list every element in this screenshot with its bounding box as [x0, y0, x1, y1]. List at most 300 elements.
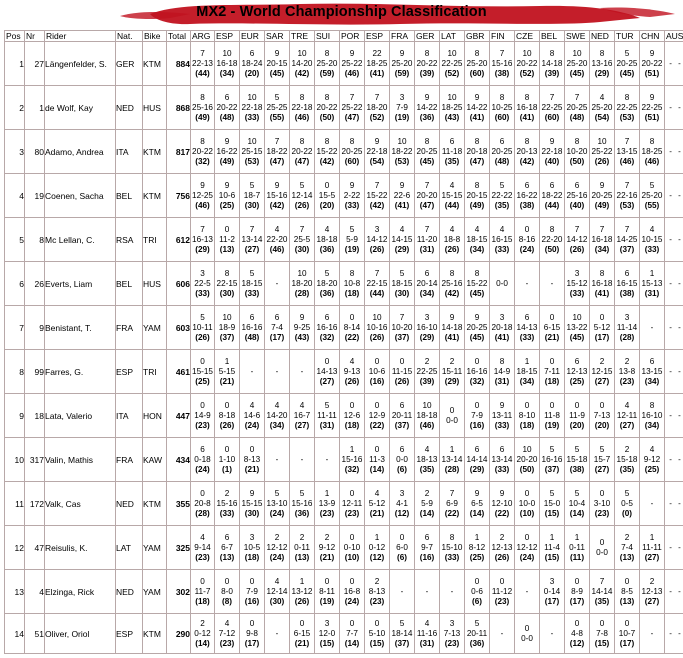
- race-positions: 18-18: [416, 410, 438, 420]
- table-row: [5, 482, 683, 526]
- round-points: 7: [274, 136, 280, 146]
- race-positions: 14-22: [466, 102, 488, 112]
- round-result-cell: [315, 86, 340, 130]
- round-points: 9: [349, 180, 355, 190]
- race-positions: 0-0: [396, 454, 408, 464]
- round-result-cell: [290, 218, 315, 262]
- race-positions: 22-25: [416, 366, 438, 376]
- round-result-cell: [415, 42, 440, 86]
- race-positions: 12-14: [266, 586, 288, 596]
- round-result-cell: [290, 438, 315, 482]
- race-positions: 20-15: [466, 190, 488, 200]
- number-cell: 9: [25, 306, 45, 350]
- round-total: (21): [319, 552, 335, 562]
- race-positions: 22-25: [441, 58, 463, 68]
- round-result-cell: [265, 86, 290, 130]
- nationality-cell: BEL: [116, 262, 143, 306]
- race-positions: 18-22: [391, 146, 413, 156]
- round-total: (25): [644, 464, 660, 474]
- round-result-cell: [615, 42, 640, 86]
- round-points: 8: [649, 400, 655, 410]
- round-result-cell: [440, 174, 465, 218]
- round-total: (29): [419, 332, 435, 342]
- round-total: (6): [396, 552, 407, 562]
- round-result-cell: [515, 42, 540, 86]
- round-total: (15): [369, 638, 385, 648]
- race-positions: 15-18: [616, 454, 638, 464]
- round-result-cell: [191, 42, 215, 86]
- round-points: 6: [574, 356, 580, 366]
- round-total: (33): [244, 288, 260, 298]
- round-result-cell: [515, 394, 540, 438]
- round-result-cell: [340, 130, 365, 174]
- round-points: 8: [299, 92, 305, 102]
- round-total: (47): [469, 156, 485, 166]
- round-points: 0: [349, 312, 355, 322]
- round-points: 7: [549, 92, 555, 102]
- round-result-cell: [640, 86, 665, 130]
- round-points: 0: [624, 576, 630, 586]
- round-points: 9: [399, 48, 405, 58]
- nationality-cell: FRA: [116, 438, 143, 482]
- race-positions: 6-15: [293, 628, 311, 638]
- round-result-cell: [215, 262, 240, 306]
- round-points: 2: [374, 576, 380, 586]
- round-points: 9: [274, 180, 280, 190]
- column-header: GER: [415, 31, 440, 42]
- round-total: (1): [221, 464, 232, 474]
- round-points: 0: [599, 488, 605, 498]
- round-points: 0: [324, 356, 330, 366]
- round-result-cell: [365, 438, 390, 482]
- round-total: (32): [195, 156, 210, 166]
- round-result-cell: [590, 174, 615, 218]
- round-result-cell: [590, 482, 615, 526]
- round-total: (38): [519, 200, 535, 210]
- race-positions: 20-25: [566, 102, 588, 112]
- round-total: (22): [344, 332, 360, 342]
- empty-result: - -: [669, 58, 683, 68]
- round-points: 0: [524, 488, 530, 498]
- round-points: 3: [399, 488, 405, 498]
- round-result-cell: [340, 482, 365, 526]
- race-positions: 0-0: [496, 278, 508, 288]
- round-total: (48): [494, 156, 510, 166]
- race-positions: 4-8: [571, 628, 583, 638]
- race-positions: 7-13: [593, 410, 611, 420]
- race-positions: 13-8: [618, 366, 636, 376]
- round-result-cell: [240, 350, 265, 394]
- round-points: 5: [274, 92, 280, 102]
- round-total: (33): [519, 332, 535, 342]
- round-result-cell: [290, 570, 315, 614]
- round-result-cell: [590, 614, 615, 654]
- round-total: (30): [294, 244, 310, 254]
- round-points: 9: [499, 400, 505, 410]
- round-points: 9: [200, 180, 205, 190]
- round-result-cell: [191, 526, 215, 570]
- race-positions: 9-13: [343, 366, 361, 376]
- empty-result: - -: [669, 322, 683, 332]
- round-total: (55): [269, 112, 285, 122]
- round-points: 7: [624, 136, 630, 146]
- round-result-cell: [515, 614, 540, 654]
- round-result-cell: [340, 614, 365, 654]
- race-positions: 14-13: [316, 366, 338, 376]
- round-points: 4: [449, 224, 455, 234]
- round-points: 5: [599, 444, 605, 454]
- round-points: 10: [522, 48, 532, 58]
- round-points: 7: [574, 224, 580, 234]
- round-points: 6: [424, 268, 430, 278]
- race-positions: 5-9: [346, 234, 358, 244]
- round-total: (25): [195, 376, 210, 386]
- round-result-cell: [465, 570, 490, 614]
- round-result-cell: [465, 130, 490, 174]
- round-total: (32): [319, 332, 335, 342]
- round-result-cell: [315, 218, 340, 262]
- race-positions: 18-15: [516, 366, 538, 376]
- round-total: (30): [219, 288, 235, 298]
- round-total: (49): [469, 200, 485, 210]
- round-result-cell: [415, 306, 440, 350]
- round-points: 3: [549, 576, 555, 586]
- round-result-cell: [290, 614, 315, 654]
- race-positions: 20-25: [466, 322, 488, 332]
- round-result-cell: [240, 526, 265, 570]
- round-total: (26): [195, 332, 210, 342]
- round-points: 8: [474, 180, 480, 190]
- nationality-cell: LAT: [116, 526, 143, 570]
- round-result-cell: [240, 174, 265, 218]
- round-total: (14): [344, 638, 360, 648]
- round-points: 10: [447, 92, 457, 102]
- round-total: (46): [294, 112, 310, 122]
- round-result-cell: [615, 86, 640, 130]
- round-points: 10: [297, 48, 307, 58]
- round-points: 0: [249, 576, 255, 586]
- round-result-cell: [665, 306, 683, 350]
- round-total: (24): [519, 552, 535, 562]
- round-result-cell: [315, 394, 340, 438]
- round-points: 8: [474, 136, 480, 146]
- round-total: (50): [569, 156, 585, 166]
- round-points: 9: [424, 92, 430, 102]
- round-result-cell: [590, 306, 615, 350]
- rider-name-cell: Coenen, Sacha: [45, 174, 116, 218]
- round-result-cell: [415, 174, 440, 218]
- round-total: (16): [469, 420, 485, 430]
- number-cell: 19: [25, 174, 45, 218]
- race-positions: 13-14: [491, 454, 513, 464]
- round-points: 1: [524, 356, 530, 366]
- round-total: (14): [195, 638, 210, 648]
- round-total: (16): [419, 552, 435, 562]
- round-points: 0: [449, 405, 455, 415]
- race-positions: 15-10: [441, 542, 463, 552]
- table-row: [5, 570, 683, 614]
- round-total: (21): [369, 508, 385, 518]
- round-points: 0: [549, 356, 555, 366]
- empty-result: - -: [669, 586, 683, 596]
- round-result-cell: [590, 42, 615, 86]
- total-points-cell: 868: [167, 86, 191, 130]
- race-positions: 22-16: [616, 190, 638, 200]
- round-total: (44): [369, 288, 385, 298]
- race-positions: 14-9: [194, 410, 211, 420]
- round-result-cell: [615, 438, 640, 482]
- round-points: 10: [297, 268, 307, 278]
- round-total: (52): [369, 112, 385, 122]
- round-points: 10: [572, 48, 582, 58]
- round-total: (12): [394, 508, 410, 518]
- race-positions: 20-25: [416, 146, 438, 156]
- round-points: 5: [274, 488, 280, 498]
- round-points: 6: [649, 356, 655, 366]
- column-header: POR: [340, 31, 365, 42]
- round-points: 2: [624, 356, 630, 366]
- round-total: (43): [444, 112, 460, 122]
- round-points: 9: [224, 180, 230, 190]
- round-result-cell: [440, 262, 465, 306]
- round-total: (33): [569, 288, 585, 298]
- round-result-cell: [440, 526, 465, 570]
- round-total: (60): [544, 112, 560, 122]
- round-result-cell: [290, 394, 315, 438]
- race-positions: 4-1: [396, 498, 408, 508]
- race-positions: 7-8: [596, 628, 608, 638]
- round-points: 0: [524, 224, 530, 234]
- round-total: (26): [219, 420, 235, 430]
- race-positions: -: [525, 278, 529, 288]
- classification-table: [4, 30, 683, 654]
- round-total: (30): [269, 596, 285, 606]
- nationality-cell: ESP: [116, 350, 143, 394]
- round-result-cell: [415, 86, 440, 130]
- round-total: (18): [195, 596, 210, 606]
- total-points-cell: 884: [167, 42, 191, 86]
- race-positions: 25-16: [192, 102, 213, 112]
- race-positions: 16-18: [216, 58, 238, 68]
- round-result-cell: [215, 218, 240, 262]
- round-total: (35): [444, 156, 460, 166]
- round-result-cell: [365, 526, 390, 570]
- table-row: [5, 42, 683, 86]
- race-positions: 8-9: [571, 586, 583, 596]
- round-points: 1: [649, 532, 655, 542]
- round-result-cell: [590, 86, 615, 130]
- column-header: Nat.: [116, 31, 143, 42]
- round-result-cell: [590, 438, 615, 482]
- round-points: 8: [349, 268, 355, 278]
- table-row: [5, 394, 683, 438]
- race-positions: -: [275, 366, 279, 376]
- number-cell: 8: [25, 218, 45, 262]
- round-points: 0: [200, 576, 205, 586]
- race-positions: 13-9: [318, 498, 336, 508]
- round-points: 8: [499, 356, 505, 366]
- round-result-cell: [240, 306, 265, 350]
- race-positions: 22-25: [541, 102, 563, 112]
- bike-cell: KTM: [143, 174, 167, 218]
- race-positions: 25-22: [341, 102, 363, 112]
- round-total: (37): [394, 638, 410, 648]
- round-result-cell: [440, 394, 465, 438]
- round-result-cell: [415, 218, 440, 262]
- round-points: 4: [274, 400, 280, 410]
- round-result-cell: [490, 482, 515, 526]
- position-cell: 9: [5, 394, 25, 438]
- round-points: 6: [524, 180, 530, 190]
- round-total: (13): [619, 596, 635, 606]
- round-result-cell: [365, 350, 390, 394]
- round-total: (50): [544, 244, 560, 254]
- bike-cell: KAW: [143, 438, 167, 482]
- round-total: (36): [419, 112, 435, 122]
- round-total: (17): [244, 638, 260, 648]
- round-result-cell: [665, 42, 683, 86]
- round-points: 10: [572, 312, 582, 322]
- round-total: (26): [369, 332, 385, 342]
- round-total: (52): [444, 68, 460, 78]
- round-total: (26): [294, 596, 310, 606]
- race-positions: 0-0: [446, 415, 458, 425]
- round-points: 1: [349, 444, 355, 454]
- round-total: (44): [444, 200, 460, 210]
- round-total: (24): [195, 464, 210, 474]
- round-points: 8: [524, 92, 530, 102]
- rider-name-cell: Mc Lellan, C.: [45, 218, 116, 262]
- race-positions: 15-22: [366, 190, 388, 200]
- column-header: ARG: [191, 31, 215, 42]
- round-result-cell: [515, 350, 540, 394]
- round-total: (18): [344, 420, 360, 430]
- bike-cell: TRI: [143, 218, 167, 262]
- round-points: 8: [524, 136, 530, 146]
- total-points-cell: 290: [167, 614, 191, 654]
- round-total: (20): [244, 68, 260, 78]
- round-total: (24): [244, 420, 260, 430]
- round-result-cell: [515, 174, 540, 218]
- round-result-cell: [290, 262, 315, 306]
- round-result-cell: [290, 306, 315, 350]
- race-positions: 25-25: [266, 102, 288, 112]
- round-total: (29): [195, 244, 210, 254]
- round-result-cell: [315, 526, 340, 570]
- round-points: 5: [349, 224, 355, 234]
- round-result-cell: [315, 130, 340, 174]
- round-result-cell: [191, 394, 215, 438]
- round-points: 7: [399, 312, 405, 322]
- round-result-cell: [365, 482, 390, 526]
- race-positions: 20-14: [416, 278, 438, 288]
- round-points: 3: [249, 532, 255, 542]
- round-points: 0: [524, 623, 530, 633]
- round-result-cell: [340, 42, 365, 86]
- round-result-cell: [390, 218, 415, 262]
- round-points: 9: [249, 488, 255, 498]
- race-positions: 22-18: [241, 102, 263, 112]
- round-result-cell: [265, 570, 290, 614]
- race-positions: 14-12: [566, 234, 588, 244]
- round-result-cell: [290, 174, 315, 218]
- race-positions: 25-22: [341, 58, 363, 68]
- round-points: 0: [299, 618, 305, 628]
- race-positions: 25-16: [441, 278, 463, 288]
- position-cell: 10: [5, 438, 25, 482]
- position-cell: 3: [5, 130, 25, 174]
- round-result-cell: [665, 350, 683, 394]
- round-points: 8: [224, 268, 230, 278]
- round-result-cell: [390, 394, 415, 438]
- race-positions: 20-15: [266, 58, 288, 68]
- race-positions: 6-5: [471, 498, 483, 508]
- round-points: 8: [424, 48, 430, 58]
- round-total: (26): [369, 244, 385, 254]
- round-result-cell: [390, 174, 415, 218]
- round-points: 7: [299, 224, 305, 234]
- round-total: (49): [594, 200, 610, 210]
- race-positions: 14-14: [591, 586, 613, 596]
- round-result-cell: [490, 42, 515, 86]
- round-result-cell: [215, 350, 240, 394]
- table-row: [5, 86, 683, 130]
- race-positions: 20-13: [516, 146, 538, 156]
- round-points: 6: [224, 532, 230, 542]
- title-banner: [0, 0, 683, 28]
- round-points: 9: [549, 136, 555, 146]
- race-positions: 15-12: [566, 278, 588, 288]
- round-result-cell: [465, 614, 490, 654]
- round-points: 0: [349, 400, 355, 410]
- race-positions: 16-13: [192, 234, 213, 244]
- round-points: 2: [599, 356, 605, 366]
- round-result-cell: [315, 614, 340, 654]
- race-positions: 7-12: [218, 628, 236, 638]
- race-positions: 20-22: [192, 146, 213, 156]
- empty-result: - -: [669, 542, 683, 552]
- round-total: (23): [594, 508, 610, 518]
- round-total: (46): [269, 244, 285, 254]
- round-total: (15): [319, 638, 335, 648]
- round-result-cell: [615, 130, 640, 174]
- table-row: [5, 306, 683, 350]
- round-total: (22): [369, 420, 385, 430]
- empty-result: - -: [669, 278, 683, 288]
- round-total: (10): [519, 508, 535, 518]
- round-result-cell: [540, 350, 565, 394]
- round-result-cell: [515, 262, 540, 306]
- race-positions: 22-18: [541, 146, 563, 156]
- round-result-cell: [565, 394, 590, 438]
- round-total: (14): [369, 464, 385, 474]
- round-points: 5: [249, 268, 255, 278]
- round-points: 9: [649, 92, 655, 102]
- total-points-cell: 434: [167, 438, 191, 482]
- round-points: 7: [424, 180, 430, 190]
- round-points: 10: [522, 444, 532, 454]
- race-positions: 15-16: [266, 190, 288, 200]
- round-points: 1: [449, 444, 455, 454]
- round-points: 3: [424, 312, 430, 322]
- race-positions: -: [300, 366, 304, 376]
- race-positions: 0-14: [543, 586, 561, 596]
- round-result-cell: [515, 306, 540, 350]
- round-points: 8: [474, 48, 480, 58]
- race-positions: 11-14: [616, 322, 638, 332]
- round-result-cell: [490, 86, 515, 130]
- race-positions: 11-2: [219, 234, 235, 244]
